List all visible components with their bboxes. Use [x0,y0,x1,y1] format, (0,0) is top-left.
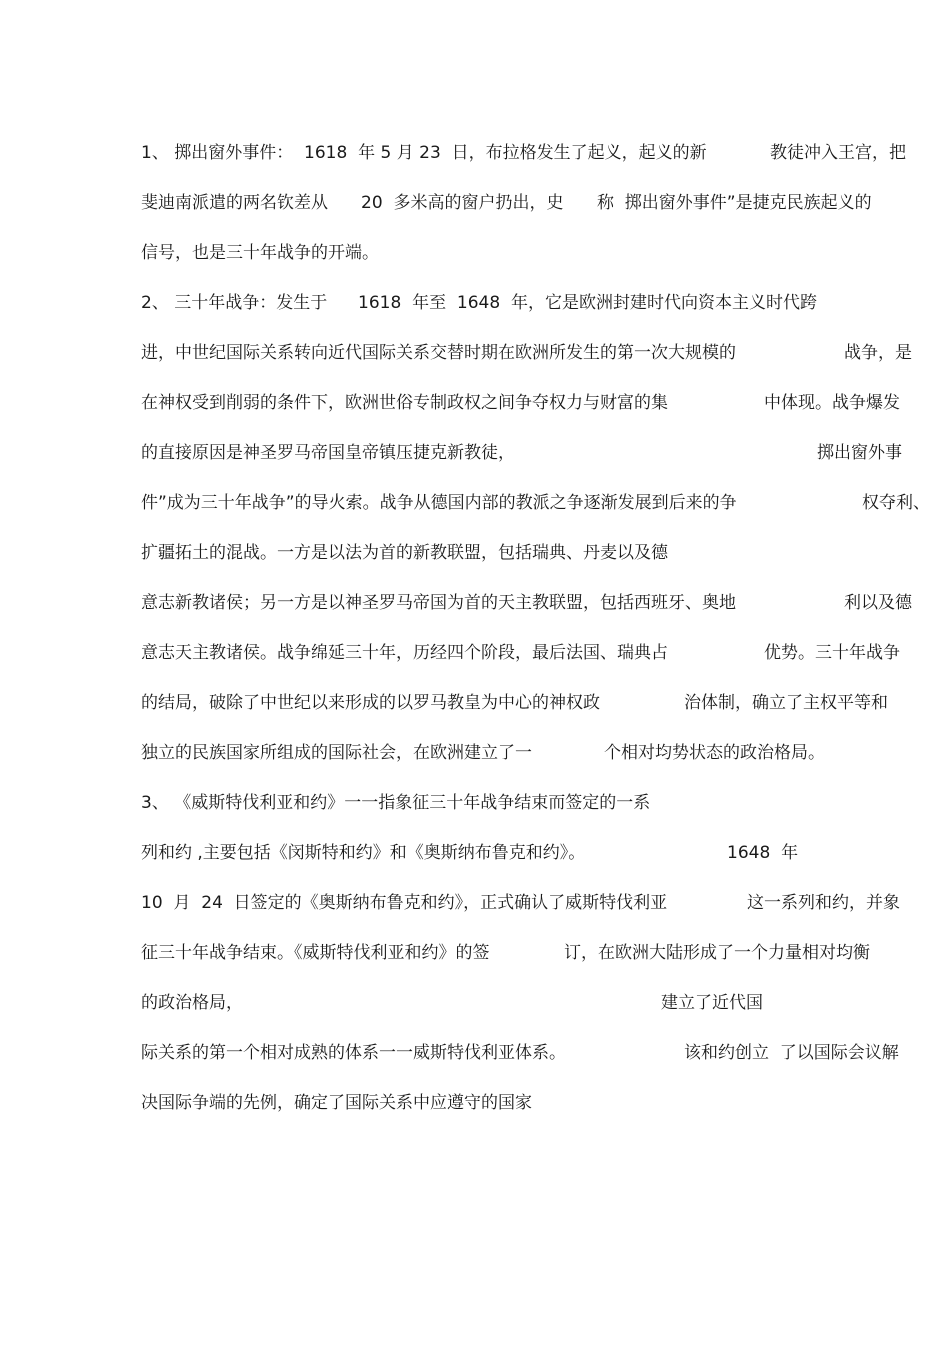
text-segment: 进，中世纪国际关系转向近代国际关系交替时期在欧洲所发生的第一次大规模的 [141,343,736,363]
text-segment: 这一系列和约，并象 [747,893,900,913]
text-segment: 3、 《威斯特伐利亚和约》一一指象征三十年战争结束而签定的一系 [141,793,651,813]
text-segment: 订，在欧洲大陆形成了一个力量相对均衡 [564,943,870,963]
text-segment: 信号，也是三十年战争的开端。 [141,243,379,263]
text-segment: 2、 三十年战争：发生于 [141,293,328,313]
text-segment: 20 多米高的窗户扔出，史 [361,193,564,213]
text-segment: 件”成为三十年战争”的导火索。战争从德国内部的教派之争逐渐发展到后来的争 [141,493,737,513]
paragraph-line [0,941,950,965]
paragraph-line [0,141,950,165]
paragraph-line [0,441,950,465]
text-segment: 建立了近代国 [661,993,763,1013]
text-segment: 际关系的第一个相对成熟的体系一一威斯特伐利亚体系。 [141,1043,566,1063]
paragraph-line [0,641,950,665]
paragraph-line [0,391,950,415]
text-segment: 权夺利、 [862,493,930,513]
paragraph-line [0,541,950,565]
text-segment: 列和约 ,主要包括《闵斯特和约》和《奥斯纳布鲁克和约》。 [141,843,586,863]
text-segment: 在神权受到削弱的条件下，欧洲世俗专制政权之间争夺权力与财富的集 [141,393,668,413]
text-segment: 意志新教诸侯；另一方是以神圣罗马帝国为首的天主教联盟，包括西班牙、奥地 [141,593,736,613]
text-segment: 斐迪南派遣的两名钦差从 [141,193,328,213]
paragraph-line [0,241,950,265]
text-segment: 战争，是 [844,343,912,363]
paragraph-line [0,841,950,865]
paragraph-line [0,1091,950,1115]
text-segment: 征三十年战争结束。《威斯特伐利亚和约》的签 [141,943,490,963]
text-segment: 个相对均势状态的政治格局。 [604,743,825,763]
text-segment: 1、 掷出窗外事件： 1618 年 5 月 23 日，布拉格发生了起义，起义的新 [141,143,707,163]
paragraph-line [0,991,950,1015]
text-segment: 的直接原因是神圣罗马帝国皇帝镇压捷克新教徒， [141,443,515,463]
paragraph-line [0,291,950,315]
text-segment: 的政治格局， [141,993,243,1013]
text-segment: 10 月 24 日签定的《奥斯纳布鲁克和约》，正式确认了威斯特伐利亚 [141,893,668,913]
paragraph-line [0,741,950,765]
text-segment: 治体制，确立了主权平等和 [684,693,888,713]
paragraph-line [0,491,950,515]
paragraph-line [0,191,950,215]
text-segment: 优势。三十年战争 [764,643,900,663]
text-segment: 教徒冲入王宫，把 [770,143,906,163]
paragraph-line [0,1041,950,1065]
paragraph-line [0,341,950,365]
text-segment: 该和约创立 了以国际会议解 [684,1043,899,1063]
text-segment: 决国际争端的先例，确定了国际关系中应遵守的国家 [141,1093,532,1113]
paragraph-line [0,691,950,715]
text-segment: 利以及德 [844,593,912,613]
text-segment: 1648 年 [727,843,799,863]
text-segment: 意志天主教诸侯。战争绵延三十年，历经四个阶段，最后法国、瑞典占 [141,643,668,663]
text-segment: 掷出窗外事 [817,443,902,463]
text-segment: 的结局，破除了中世纪以来形成的以罗马教皇为中心的神权政 [141,693,600,713]
text-segment: 称 掷出窗外事件”是捷克民族起义的 [597,193,872,213]
text-segment: 中体现。战争爆发 [764,393,900,413]
paragraph-line [0,891,950,915]
text-segment: 扩疆拓土的混战。一方是以法为首的新教联盟，包括瑞典、丹麦以及德 [141,543,668,563]
paragraph-line [0,791,950,815]
text-segment: 1618 年至 1648 年，它是欧洲封建时代向资本主义时代跨 [358,293,817,313]
text-segment: 独立的民族国家所组成的国际社会，在欧洲建立了一 [141,743,532,763]
paragraph-line [0,591,950,615]
